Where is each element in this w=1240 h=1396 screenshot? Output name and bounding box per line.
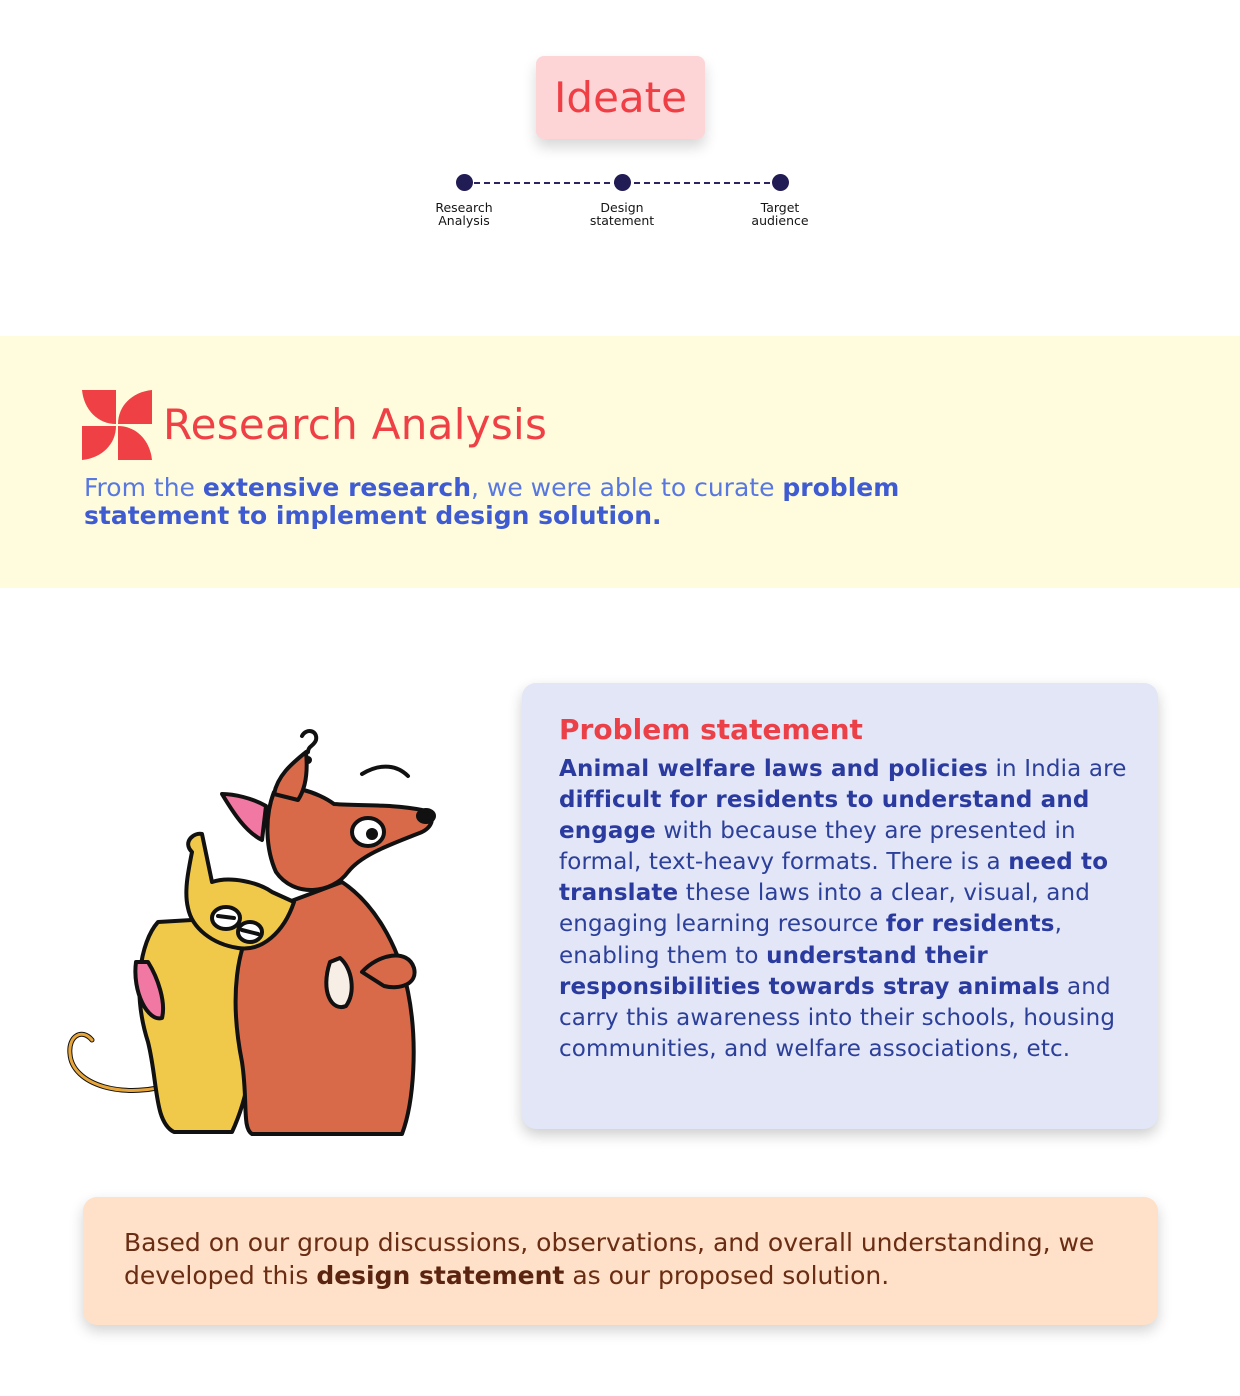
bold-text-run: understand their responsibilities towards stray animals	[559, 942, 1060, 1000]
progress-stepper	[420, 170, 830, 240]
step-research-analysis[interactable]	[419, 174, 509, 227]
intro-text	[84, 474, 964, 530]
problem-body	[559, 754, 1129, 1065]
step-design-statement[interactable]	[577, 174, 667, 227]
text-run: and carry this awareness into their schools, housing communities, and welfare associations, etc.	[559, 973, 1116, 1062]
step-target-audience[interactable]	[735, 174, 825, 227]
step-dot	[456, 174, 473, 191]
problem-title: Problem statement	[559, 713, 863, 746]
text-run: , enabling them to	[559, 911, 1063, 969]
problem-statement-card	[522, 683, 1158, 1129]
bold-text-run: design statement	[316, 1261, 565, 1290]
design-statement-card	[83, 1197, 1158, 1325]
step-label: Target audience	[751, 200, 809, 228]
text-run: From the	[84, 473, 203, 502]
research-band	[0, 336, 1240, 588]
text-run: with because they are presented in formal, text-heavy formats. There is a	[559, 818, 1076, 876]
bold-text-run: problem statement to implement design solution.	[84, 473, 900, 530]
bold-text-run: need to translate	[559, 849, 1109, 907]
bold-text-run: Animal welfare laws and policies	[559, 756, 988, 782]
text-run: , we were able to curate	[471, 473, 783, 502]
step-dot	[772, 174, 789, 191]
pinwheel-logo-icon	[82, 390, 152, 460]
design-statement-text	[124, 1226, 1124, 1292]
text-run: in India are	[988, 756, 1127, 782]
step-dot	[614, 174, 631, 191]
ideate-badge: Ideate	[536, 56, 705, 139]
step-label: Research Analysis	[435, 200, 493, 228]
bold-text-run: for residents	[885, 911, 1055, 938]
text-run: as our proposed solution.	[564, 1261, 890, 1290]
section-title: Research Analysis	[163, 400, 548, 449]
text-run: these laws into a clear, visual, and engaging learning resource	[559, 880, 1090, 938]
step-label: Design statement	[589, 200, 655, 228]
bold-text-run: difficult for residents to understand and engage	[559, 787, 1090, 845]
text-run: Based on our group discussions, observations, and overall understanding, we developed this	[124, 1228, 1095, 1290]
cat-and-dog-illustration	[62, 722, 502, 1142]
bold-text-run: extensive research	[202, 473, 472, 502]
